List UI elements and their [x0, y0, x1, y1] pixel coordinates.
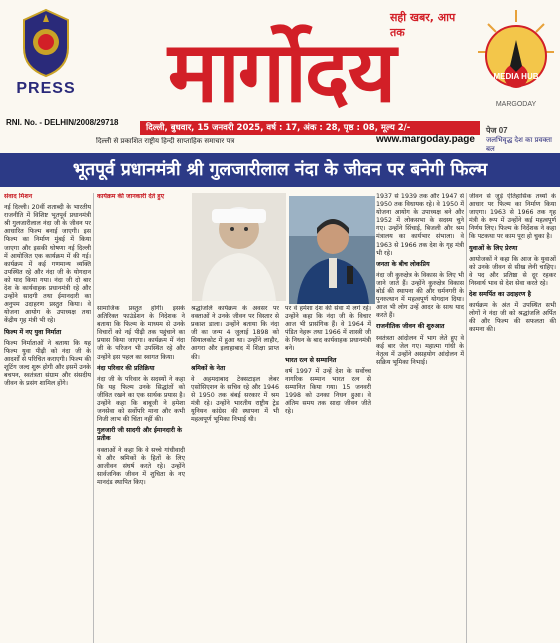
article-column-1: [4, 193, 91, 643]
svg-text:MARGODAY: MARGODAY: [495, 101, 537, 108]
photo-caption-text: कार्यक्रम की जानकारी देते हुए: [97, 193, 165, 200]
dateline: दिल्ली, बुधवार, 15 जनवरी 2025, वर्ष : 17, अंक : 28, पृष्ठ : 08, मूल्य 2/-: [140, 121, 480, 135]
article-paragraph: नई दिल्ली। 20वीं शताब्दी के भारतीय राजनीति में विशिष्ट भूतपूर्व प्रधानमंत्री श्री गुलजारीलाल नंदा जी के जीवन पर आधारित फिल्म बनाई जाएगी। इस फिल्म का निर्माण मुंबई में किया जाएगा और इसकी घोषणा नई दिल्ली में आयोजित एक कार्यक्रम में की गई। कार्यक्रम में कई गणमान्य व्यक्ति उपस्थित रहे और नंदा जी के योगदान को याद किया गया। नंदा जी दो बार देश के कार्यवाहक प्रधानमंत्री रहे और उन्होंने सादगी तथा ईमानदारी का अनुपम उदाहरण प्रस्तुत किया। वे योजना आयोग के उपाध्यक्ष तथा केंद्रीय गृह मंत्री भी रहे।: [4, 204, 91, 325]
subheading: भारत रत्न से सम्मानित: [285, 356, 337, 364]
subheading: फिल्म में नए युवा निर्माता: [4, 328, 62, 336]
tagline: सही खबर, आप तक: [390, 11, 456, 39]
article-paragraph: पर वे हमेशा देश की सेवा में लगे रहे। उन्होंने कहा कि नंदा जी के विचार आज भी प्रासंगिक हैं। वे 1964 में पंडित नेहरू तथा 1966 में शास्त्री जी के निधन के बाद कार्यवाहक प्रधानमंत्री बने।: [285, 305, 371, 353]
article-paragraph: जीवन से जुड़े ऐतिहासिक तथ्यों के आधार पर फिल्म का निर्माण किया जाएगा। 1963 से 1966 तक गृह मंत्री के रूप में उन्होंने कई महत्वपूर्ण निर्णय लिए। फिल्म के निर्देशक ने कहा कि पटकथा पर काम पूरा हो चुका है।: [469, 193, 556, 241]
article-paragraph: वर्ष 1997 में उन्हें देश के सर्वोच्च नागरिक सम्मान भारत रत्न से सम्मानित किया गया। 15 जनवरी 1998 को उनका निधन हुआ। वे अंतिम समय तक सादा जीवन जीते रहे।: [285, 367, 371, 416]
column-rule: [466, 193, 467, 643]
media-hub-label: MEDIA HUB: [493, 72, 539, 81]
subheading: नंदा परिवार की प्रतिक्रिया: [97, 364, 155, 372]
publication-subline: दिल्ली से प्रकाशित राष्ट्रीय हिन्दी साप्ताहिक समाचार पत्र: [96, 137, 235, 145]
byline: संवाद मिशन: [4, 193, 33, 200]
website-link[interactable]: www.margoday.page: [376, 134, 475, 145]
article-paragraph: कार्यक्रम के अंत में उपस्थित सभी लोगों ने नंदा जी को श्रद्धांजलि अर्पित की और फिल्म की सफलता की कामना की।: [469, 302, 556, 334]
subheading: जनता के बीच लोकप्रिय: [376, 260, 430, 268]
speaker-image: [289, 196, 375, 304]
sun-pen-icon: [476, 6, 556, 118]
right-tagline: जलभिवृद्ध देश का प्रवक्ता बल: [486, 136, 552, 153]
article-paragraph: श्रद्धांजलि कार्यक्रम के अवसर पर वक्ताओं ने उनके जीवन पर विस्तार से प्रकाश डाला। उन्होंने बताया कि नंदा जी का जन्म 4 जुलाई 1898 को सियालकोट में हुआ था। उन्होंने लाहौर, आगरा और इलाहाबाद में शिक्षा प्राप्त की।: [191, 305, 279, 361]
photo-caption: [97, 193, 187, 301]
rni-number: RNI. No. - DELHIN/2008/29718: [6, 118, 119, 127]
masthead: [0, 0, 560, 153]
article-paragraph: फिल्म निर्माताओं ने बताया कि यह फिल्म युवा पीढ़ी को नंदा जी के आदर्शों से परिचित कराएगी। फिल्म की शूटिंग जल्द शुरू होगी और इसमें उनके बचपन, स्वतंत्रता संग्राम और संसदीय जीवन के प्रसंग शामिल होंगे।: [4, 339, 91, 388]
portrait-image: [192, 193, 286, 301]
article-paragraph: 1937 से 1939 तक और 1947 से 1950 तक विधायक रहे। वे 1950 में योजना आयोग के उपाध्यक्ष बने और 1952 में लोकसभा के सदस्य चुने गए। उन्होंने सिंचाई, बिजली और श्रम मंत्रालय का कार्यभार संभाला। वे 1963 से 1966 तक देश के गृह मंत्री भी रहे।: [376, 193, 464, 257]
article-paragraph: स्वतंत्रता आंदोलन में भाग लेते हुए वे कई बार जेल गए। महात्मा गांधी के नेतृत्व में उन्होंने असहयोग आंदोलन में सक्रिय भूमिका निभाई।: [376, 334, 464, 366]
article-paragraph: नंदा जी के परिवार के सदस्यों ने कहा कि यह फिल्म उनके सिद्धांतों को जीवित रखने का एक सार्थक प्रयास है। उन्होंने कहा कि बाबूजी ने हमेशा जनसेवा को सर्वोपरि माना और कभी निजी लाभ की चिंता नहीं की।: [97, 375, 185, 424]
article-column-2: [97, 305, 185, 643]
article-paragraph: नंदा जी कुरुक्षेत्र के विकास के लिए भी जाने जाते हैं। उन्होंने कुरुक्षेत्र विकास बोर्ड की स्थापना की और धर्मनगरी के पुनरुत्थान में महत्वपूर्ण योगदान दिया। आज भी लोग उन्हें आदर के साथ याद करते हैं।: [376, 271, 464, 320]
article-column-5: [376, 193, 464, 643]
newspaper-title: मार्गोदय: [167, 22, 395, 121]
article-column-6: [469, 193, 556, 643]
article-paragraph: वक्ताओं ने कहा कि वे सच्चे गांधीवादी थे और श्रमिकों के हितों के लिए आजीवन संघर्ष करते रहे। उन्होंने सार्वजनिक जीवन में शुचिता के नए मानदंड स्थापित किए।: [97, 446, 185, 486]
subheading: देश समर्पित का उदाहरण है: [469, 291, 531, 299]
article-column-3: [191, 305, 279, 643]
portrait-photo: [192, 193, 286, 301]
article-paragraph: सामाजिक प्रस्तुत होगी। इसके अतिरिक्त फाउंडेशन के निदेशक ने बताया कि फिल्म के माध्यम से उनके विचारों को नई पीढ़ी तक पहुंचाने का प्रयास किया जाएगा। कार्यक्रम में नंदा जी के परिजन भी उपस्थित रहे और उन्होंने इस पहल का स्वागत किया।: [97, 305, 185, 361]
event-photo: [289, 196, 375, 304]
subheading: गुलजारी जी सादगी और ईमानदारी के प्रतीक: [97, 427, 183, 443]
article-paragraph: वे अहमदाबाद टेक्सटाइल लेबर एसोसिएशन के सचिव रहे और 1946 से 1950 तक बंबई सरकार में श्रम मंत्री रहे। उन्होंने भारतीय राष्ट्रीय ट्रेड यूनियन कांग्रेस की स्थापना में भी महत्वपूर्ण भूमिका निभाई थी।: [191, 375, 279, 424]
main-headline: भूतपूर्व प्रधानमंत्री श्री गुलजारीलाल नंदा के जीवन पर बनेगी फिल्म: [0, 153, 560, 187]
police-badge-icon: [18, 8, 74, 78]
subheading: श्रमिकों के नेता: [191, 364, 226, 372]
press-label: PRESS: [16, 80, 76, 97]
column-rule: [93, 193, 94, 643]
page-number: पेज 07: [486, 126, 508, 135]
article-paragraph: आयोजकों ने कहा कि आज के युवाओं को उनके जीवन से सीख लेनी चाहिए। वे पद और प्रतिष्ठा से दूर रहकर निस्वार्थ भाव से देश सेवा करते रहे।: [469, 255, 556, 287]
article-column-4: [285, 305, 371, 643]
subheading: राजनीतिक जीवन की शुरुआत: [376, 323, 445, 331]
subheading: युवाओं के लिए प्रेरणा: [469, 244, 518, 252]
press-logo: [6, 8, 86, 118]
media-hub-logo: [476, 6, 556, 118]
